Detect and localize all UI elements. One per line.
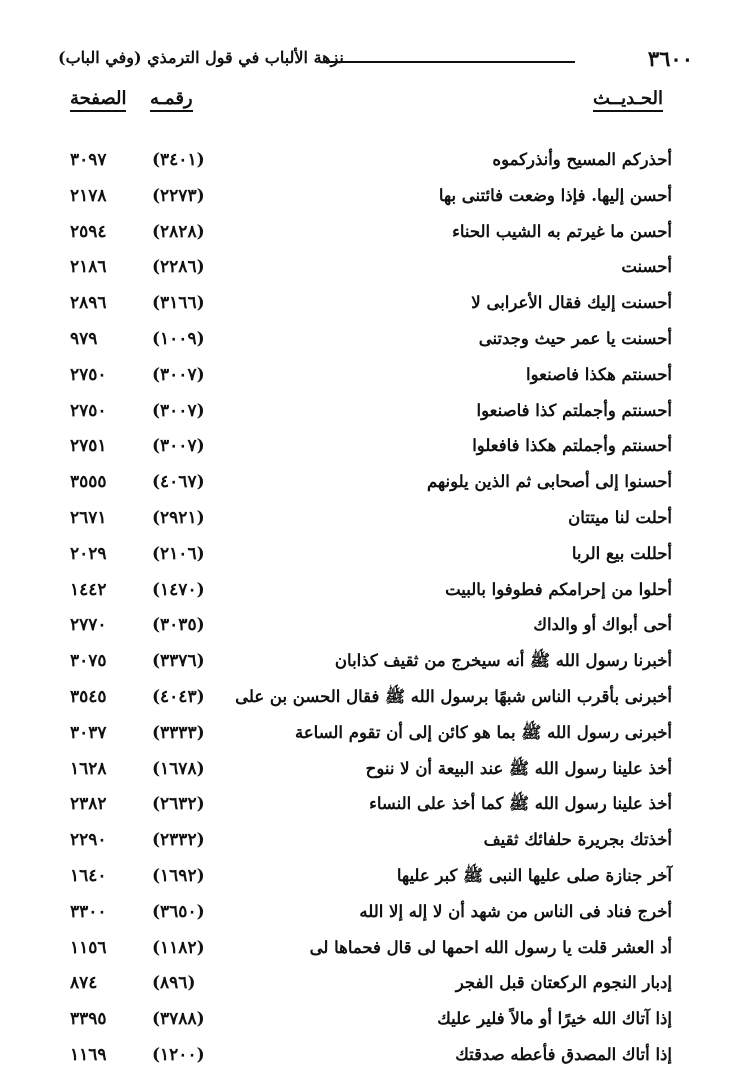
hadith-number: (١٠٠٩) [152, 328, 205, 349]
index-row [0, 719, 755, 755]
index-row [0, 540, 755, 576]
page-reference: ١١٦٩ [70, 1044, 107, 1065]
index-row [0, 146, 755, 182]
index-row [0, 361, 755, 397]
hadith-text: أحسنت يا عمر حيث وجدتنى [478, 328, 672, 348]
number-column-header: رقمـه [150, 88, 193, 112]
page-reference: ١٦٤٠ [70, 865, 107, 886]
hadith-text: أحسن ما غيرتم به الشيب الحناء [452, 221, 672, 241]
hadith-number: (٣٠٠٧) [152, 400, 205, 421]
hadith-text: أحسنت [621, 257, 672, 277]
hadith-text: أحى أبواك أو والداك [533, 615, 672, 635]
index-row [0, 289, 755, 325]
index-row [0, 182, 755, 218]
hadith-text: أد العشر قلت يا رسول الله احمها لى قال فحماها لى [309, 937, 672, 957]
hadith-text: إذا آتاك الله خيرًا أو مالاً فلير عليك [437, 1009, 672, 1029]
hadith-number: (٢٣٣٢) [152, 830, 205, 851]
page-reference: ٢٥٩٤ [70, 221, 107, 242]
hadith-number: (٢٩٢١) [152, 507, 205, 528]
index-row [0, 1005, 755, 1041]
hadith-text: آخر جنازة صلى عليها النبى ﷺ كبر عليها [396, 865, 672, 885]
index-row [0, 862, 755, 898]
hadith-number: (٣٠٠٧) [152, 364, 205, 385]
hadith-text: إدبار النجوم الركعتان قبل الفجر [455, 973, 672, 993]
index-list [0, 146, 755, 1077]
hadith-number: (٣٠٠٧) [152, 436, 205, 457]
hadith-text: أخبرنا رسول الله ﷺ أنه سيخرج من ثقيف كذابان [334, 651, 672, 671]
hadith-text: أحسنوا إلى أصحابى ثم الذين يلونهم [426, 472, 672, 492]
index-row [0, 397, 755, 433]
index-row [0, 647, 755, 683]
page-column-header: الصفحة [70, 88, 126, 112]
hadith-number: (١٢٠٠) [152, 1044, 205, 1065]
page-reference: ٢٣٨٢ [70, 794, 107, 815]
hadith-number: (٣٤٠١) [152, 150, 205, 170]
index-row [0, 826, 755, 862]
hadith-number: (١١٨٢) [152, 937, 205, 958]
page-reference: ٢٧٥١ [70, 436, 107, 457]
hadith-text: أخرج فناد فى الناس من شهد أن لا إله إلا الله [359, 901, 672, 921]
page-reference: ٢٨٩٦ [70, 293, 107, 314]
page-reference: ٣٣٩٥ [70, 1009, 107, 1030]
hadith-number: (٣٠٣٥) [152, 615, 205, 636]
page-reference: ١٦٢٨ [70, 758, 107, 779]
hadith-text: أخبرنى بأقرب الناس شبهًا برسول الله ﷺ فقال الحسن بن على [235, 686, 672, 706]
page-number: ٣٦٠٠ [647, 46, 693, 71]
page-reference: ٣٥٥٥ [70, 472, 107, 493]
index-row [0, 969, 755, 1005]
page-reference: ١٤٤٢ [70, 579, 107, 600]
page-reference: ٢٢٩٠ [70, 830, 107, 851]
hadith-text: أحسنت إليك فقال الأعرابى لا [471, 293, 672, 313]
book-title: نزهة الألباب في قول الترمذي (وفي الباب) [58, 48, 344, 67]
index-row [0, 934, 755, 970]
hadith-text: أحسن إليها. فإذا وضعت فائتنى بها [438, 185, 672, 205]
index-row [0, 1041, 755, 1077]
hadith-number: (٢٦٣٢) [152, 794, 205, 815]
page-reference: ٩٧٩ [70, 328, 98, 349]
page-reference: ١١٥٦ [70, 937, 107, 958]
hadith-number: (٨٩٦) [152, 973, 196, 994]
page-reference: ٣٠٣٧ [70, 722, 107, 743]
hadith-number: (٢٢٧٣) [152, 185, 205, 206]
hadith-text: أخذ علينا رسول الله ﷺ كما أخذ على النساء [369, 794, 672, 814]
hadith-text: أحلوا من إحرامكم فطوفوا بالبيت [445, 579, 672, 599]
hadith-number: (٣٣٣٣) [152, 722, 205, 743]
hadith-text: أحللت بيع الربا [571, 543, 672, 563]
hadith-number: (١٦٧٨) [152, 758, 205, 779]
hadith-column-header: الحـديــث [593, 88, 663, 112]
index-row [0, 683, 755, 719]
hadith-number: (٤٠٤٣) [152, 686, 205, 707]
hadith-number: (١٤٧٠) [152, 579, 205, 600]
page-reference: ٢٧٧٠ [70, 615, 107, 636]
index-row [0, 253, 755, 289]
index-row [0, 218, 755, 254]
hadith-text: أخذتك بجريرة حلفائك ثقيف [483, 830, 672, 850]
page-reference: ٣٠٩٧ [70, 150, 107, 170]
index-row [0, 576, 755, 612]
hadith-number: (٣٧٨٨) [152, 1009, 205, 1030]
hadith-number: (٣٣٧٦) [152, 651, 205, 672]
hadith-number: (٢١٠٦) [152, 543, 205, 564]
index-row [0, 755, 755, 791]
index-row [0, 325, 755, 361]
page-reference: ٣٥٤٥ [70, 686, 107, 707]
hadith-number: (٢٨٢٨) [152, 221, 205, 242]
hadith-number: (٢٢٨٦) [152, 257, 205, 278]
page-reference: ٢٧٥٠ [70, 364, 107, 385]
header-rule [326, 61, 575, 63]
hadith-text: أحسنتم وأجملتم كذا فاصنعوا [476, 400, 672, 420]
hadith-text: أحلت لنا ميتتان [568, 507, 672, 527]
index-row [0, 898, 755, 934]
hadith-number: (٤٠٦٧) [152, 472, 205, 493]
hadith-text: أحذركم المسيح وأنذركموه [492, 150, 672, 169]
page-reference: ٢٠٢٩ [70, 543, 107, 564]
hadith-text: أخبرنى رسول الله ﷺ بما هو كائن إلى أن تقوم الساعة [294, 722, 672, 742]
index-row [0, 504, 755, 540]
hadith-text: أحسنتم هكذا فاصنعوا [526, 364, 672, 384]
page-reference: ٢٦٧١ [70, 507, 107, 528]
running-header [58, 46, 693, 76]
column-headers [0, 88, 755, 122]
page-reference: ٢١٧٨ [70, 185, 107, 206]
page-reference: ٢٧٥٠ [70, 400, 107, 421]
index-row [0, 468, 755, 504]
hadith-text: أخذ علينا رسول الله ﷺ عند البيعة أن لا ننوح [365, 758, 672, 778]
page-reference: ٨٧٤ [70, 973, 98, 994]
index-row [0, 432, 755, 468]
hadith-number: (١٦٩٢) [152, 865, 205, 886]
hadith-text: أحسنتم وأجملتم هكذا فافعلوا [472, 436, 672, 456]
page-reference: ٢١٨٦ [70, 257, 107, 278]
index-row [0, 611, 755, 647]
page-reference: ٣٣٠٠ [70, 901, 107, 922]
page-reference: ٣٠٧٥ [70, 651, 107, 672]
hadith-text: إذا أتاك المصدق فأعطه صدقتك [455, 1044, 672, 1064]
hadith-number: (٣٦٥٠) [152, 901, 205, 922]
index-row [0, 790, 755, 826]
hadith-number: (٣١٦٦) [152, 293, 205, 314]
